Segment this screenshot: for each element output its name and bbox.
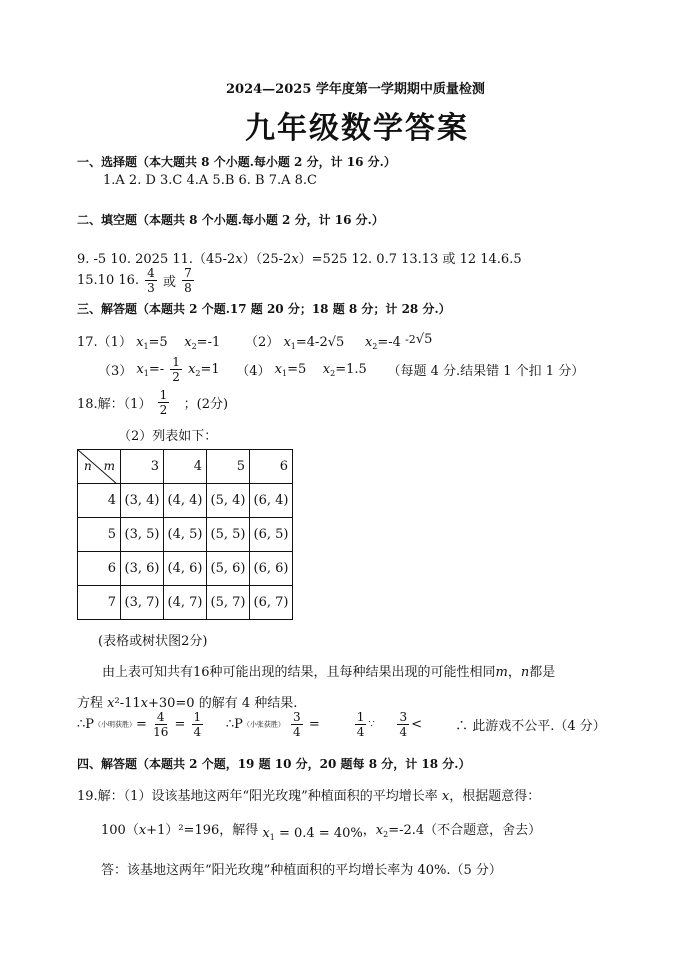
numerator: 1: [172, 355, 180, 369]
subscript: 2: [372, 342, 378, 351]
row-header: 5: [78, 518, 121, 552]
fraction: [355, 710, 367, 739]
numerator: 4: [147, 266, 155, 280]
var: n: [520, 665, 530, 680]
table-cell: (3, 7): [121, 586, 164, 620]
var: x: [136, 361, 144, 377]
text: =-2.4（不合题意，舍去）: [388, 823, 542, 838]
fill-answers-line1: [77, 248, 522, 267]
var: x: [138, 823, 147, 838]
section4-heading: 四、解答题（本题共 2 个题，19 题 10 分，20 题每 8 分，计 18 分.）: [77, 757, 471, 771]
row-header: 7: [78, 586, 121, 620]
section1-answers: 1.A 2. D 3.C 4.A 5.B 6. B 7.A 8.C: [103, 173, 318, 188]
text: 100（: [101, 823, 139, 838]
table-row: [78, 552, 293, 586]
var: x: [291, 252, 299, 267]
q19-answer: 答：该基地这两年“阳光玫瑰”种植面积的平均增长率为 40%.（5 分）: [101, 863, 502, 878]
subscript: 1: [269, 833, 275, 842]
denominator: 8: [184, 281, 192, 295]
text: =-: [148, 361, 165, 377]
text: ∴P: [77, 717, 95, 732]
scoring-note: （每题 4 分.结果错 1 个扣 1 分）: [387, 364, 585, 379]
section2-heading: 二、填空题（本题共 8 个小题.每小题 2 分，计 16 分.）: [77, 213, 384, 227]
text: ）=525 12. 0.7 13.13 或 12 14.6.5: [298, 252, 522, 267]
denominator: 16: [153, 725, 169, 739]
table-row: [78, 518, 293, 552]
text: ，: [362, 823, 376, 838]
probability-line: [77, 710, 606, 739]
subscript: 2: [195, 368, 201, 378]
denominator: 4: [356, 725, 365, 739]
text: ²-11: [114, 696, 141, 711]
section1-heading: 一、选择题（本大题共 8 个小题.每小题 2 分，计 16 分.）: [77, 155, 396, 169]
text: 18.解：（1）: [77, 397, 152, 412]
table-header-row: [78, 450, 293, 484]
q18-part2: （2）列表如下：: [118, 429, 218, 444]
text: 或: [162, 275, 176, 290]
numerator: 3: [293, 710, 301, 724]
table-cell: (4, 7): [164, 586, 207, 620]
analysis-paragraph-line1: [102, 661, 555, 680]
denominator: 2: [172, 370, 180, 384]
corner-m-label: m: [103, 459, 115, 473]
text: 19.解：（1）设该基地这两年“阳光玫瑰”种植面积的平均增长率: [77, 789, 442, 804]
fraction: [291, 710, 303, 739]
denominator: 2: [159, 403, 168, 417]
column-header: 3: [121, 450, 164, 484]
table-cell: (6, 5): [250, 518, 293, 552]
q17-line1: [77, 331, 432, 351]
conclusion: ∴ 此游戏不公平.（4 分）: [455, 719, 606, 734]
section3-heading: 三、解答题（本题共 2 个题.17 题 20 分；18 题 8 分；计 28 分.）: [77, 302, 451, 316]
subscript: 2: [330, 368, 336, 378]
table-note: (表格或树状图2分): [98, 634, 208, 649]
sqrt: √5: [327, 335, 345, 350]
numerator: 4: [156, 710, 165, 724]
text: ，: [507, 665, 521, 680]
text: +1）²=196，解得: [146, 823, 259, 838]
analysis-paragraph-line2: [77, 692, 297, 711]
fraction: [158, 388, 170, 417]
fraction: [397, 710, 409, 739]
table-cell: (4, 5): [164, 518, 207, 552]
text: ）（25-2: [242, 252, 292, 267]
table-cell: (3, 4): [121, 484, 164, 518]
table-row: [78, 484, 293, 518]
corner-n-label: n: [84, 459, 92, 473]
text: 由上表可知共有16种可能出现的结果，且每种结果出现的可能性相同: [102, 665, 496, 680]
table-cell: (5, 5): [207, 518, 250, 552]
numerator: 3: [399, 710, 408, 724]
column-header: 5: [207, 450, 250, 484]
table-cell: (6, 4): [250, 484, 293, 518]
subscript: （小张获胜）: [242, 720, 285, 729]
row-header: 4: [78, 484, 121, 518]
text: ，根据题意得：: [449, 789, 541, 804]
denominator: 4: [293, 725, 301, 739]
sqrt: √5: [415, 332, 433, 347]
text: +30=0 的解有 4 种结果.: [147, 696, 298, 711]
table-cell: (5, 4): [207, 484, 250, 518]
text: =5: [148, 335, 168, 350]
subscript: 2: [191, 342, 197, 351]
text: 都是: [529, 665, 556, 680]
text: 17.（1）: [77, 335, 132, 350]
text: <: [411, 717, 423, 732]
text: = 0.4 = 40%: [274, 826, 363, 841]
fraction: [153, 710, 168, 739]
page-title: 九年级数学答案: [245, 111, 469, 146]
subscript: 1: [143, 368, 149, 378]
table-cell: (5, 6): [207, 552, 250, 586]
subscript: 1: [143, 342, 149, 351]
outcome-table: [77, 449, 293, 620]
fraction: [170, 355, 182, 384]
table-cell: (3, 6): [121, 552, 164, 586]
subtitle: 2024—2025 学年度第一学期期中质量检测: [226, 82, 485, 97]
var: x: [235, 252, 243, 267]
text: =-4: [377, 335, 401, 350]
text: 9. -5 10. 2025 11.（45-2: [77, 252, 236, 267]
var: x: [441, 789, 450, 804]
denominator: 3: [147, 281, 155, 295]
text: =: [308, 717, 320, 732]
text: =4-2: [295, 335, 328, 350]
var: x: [184, 335, 192, 350]
table-row: [78, 586, 293, 620]
text: （2）: [245, 335, 280, 350]
numerator: 1: [159, 388, 168, 402]
fraction: [145, 266, 157, 295]
var: x: [140, 696, 148, 711]
denominator: 4: [399, 725, 408, 739]
table-cell: (3, 5): [121, 518, 164, 552]
numerator: 1: [193, 710, 202, 724]
subscript: 1: [290, 342, 296, 351]
text: ；(2分): [183, 397, 229, 412]
table-cell: (4, 4): [164, 484, 207, 518]
var: x: [188, 361, 196, 377]
var: x: [262, 826, 270, 841]
q18-line1: [77, 388, 228, 417]
column-header: 6: [250, 450, 293, 484]
text: =1: [200, 361, 220, 377]
text: =1.5: [335, 361, 367, 377]
table-corner: [78, 450, 121, 484]
text: ∵: [368, 719, 375, 730]
subscript: （小明获胜）: [94, 720, 137, 729]
text: =: [174, 717, 186, 732]
denominator: 4: [193, 725, 202, 739]
subscript: 2: [383, 830, 389, 839]
var: x: [375, 823, 384, 838]
text: =: [136, 717, 147, 732]
column-header: 4: [164, 450, 207, 484]
var: m: [495, 665, 508, 680]
fraction: [192, 710, 204, 739]
q17-line2: [98, 355, 584, 384]
fraction: [182, 266, 194, 295]
var: x: [283, 335, 291, 350]
table-cell: (4, 6): [164, 552, 207, 586]
text: ∴P: [225, 717, 243, 732]
text: （3）: [98, 364, 133, 379]
text: =5: [287, 361, 307, 377]
text: （4）: [236, 364, 271, 379]
table-cell: (6, 7): [250, 586, 293, 620]
text: 方程: [77, 696, 108, 711]
row-header: 6: [78, 552, 121, 586]
table-cell: (6, 6): [250, 552, 293, 586]
text: =-1: [196, 335, 221, 350]
fill-answers-line2: [77, 266, 196, 295]
numerator: 1: [356, 710, 365, 724]
var: x: [274, 361, 282, 377]
var: x: [322, 361, 331, 377]
numerator: 7: [184, 266, 192, 280]
text: 15.10 16.: [77, 273, 140, 288]
subscript: 1: [281, 368, 288, 378]
text: -2: [405, 333, 416, 346]
var: x: [107, 696, 115, 711]
q19-line1: [77, 785, 540, 804]
var: x: [364, 335, 373, 350]
q19-line2: [101, 819, 541, 842]
var: x: [136, 335, 144, 350]
table-cell: (5, 7): [207, 586, 250, 620]
